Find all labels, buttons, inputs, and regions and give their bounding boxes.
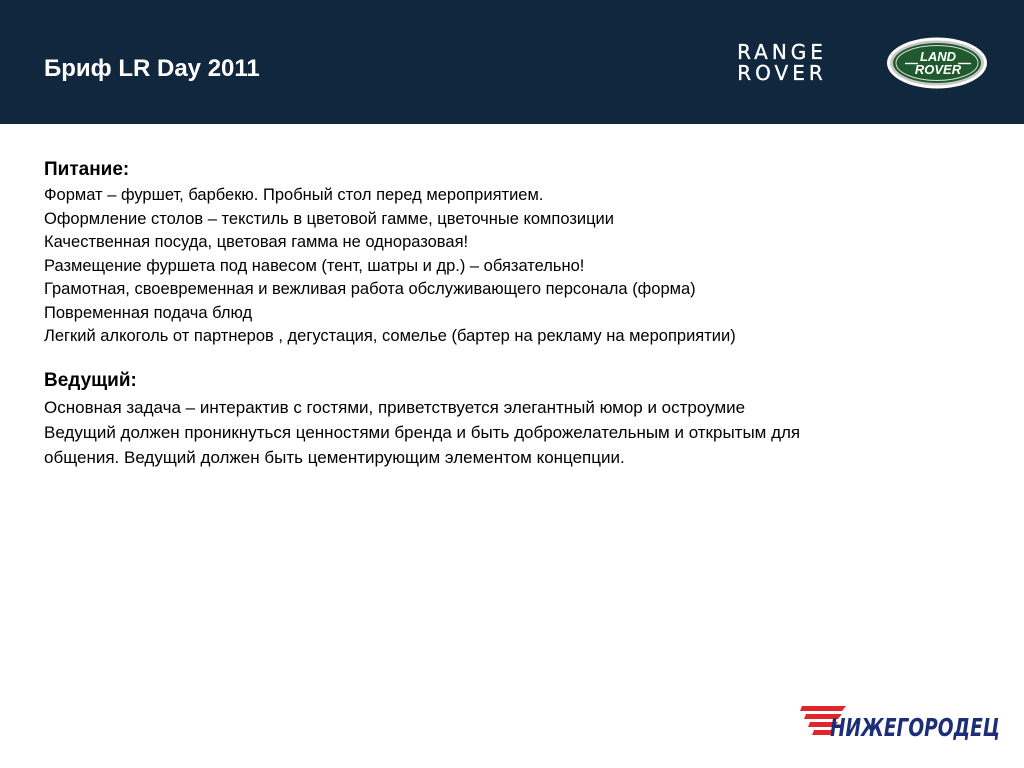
nizhegorodets-wordmark: НИЖЕГОРОДЕЦ (830, 713, 1000, 742)
food-line: Размещение фуршета под навесом (тент, шатры и др.) – обязательно! (44, 256, 585, 275)
host-heading: Ведущий: (44, 369, 137, 391)
food-line: Грамотная, своевременная и вежливая работа обслуживающего персонала (форма) (44, 280, 696, 298)
host-line: общения. Ведущий должен быть цементирующим элементом концепции. (44, 447, 625, 467)
land-rover-badge-icon (885, 36, 989, 90)
range-rover-line1: RANGE (737, 40, 827, 64)
land-rover-line2: ROVER (914, 62, 962, 77)
host-line: Ведущий должен проникнуться ценностями бренда и быть доброжелательным и открытым для (44, 422, 801, 442)
food-line: Формат – фуршет, барбекю. Пробный стол перед мероприятием. (44, 186, 544, 204)
land-rover-line1: LAND (919, 49, 957, 64)
range-rover-logo (714, 40, 850, 84)
food-heading: Питание: (44, 159, 130, 180)
food-line: Оформление столов – текстиль в цветовой гамме, цветочные композиции (44, 209, 614, 228)
food-section (44, 158, 994, 349)
range-rover-line2: ROVER (737, 61, 827, 84)
header-bar (0, 0, 1024, 124)
host-section (44, 369, 994, 470)
nizhegorodets-logo (800, 700, 1006, 746)
food-line: Легкий алкоголь от партнеров , дегустация, сомелье (бартер на рекламу на мероприятии) (44, 327, 736, 345)
slide-content (44, 158, 994, 470)
host-line: Основная задача – интерактив с гостями, приветствуется элегантный юмор и остроумие (44, 397, 746, 417)
food-line: Качественная посуда, цветовая гамма не одноразовая! (44, 233, 469, 251)
food-line: Повременная подача блюд (44, 303, 253, 322)
slide-title: Бриф LR Day 2011 (44, 55, 260, 82)
